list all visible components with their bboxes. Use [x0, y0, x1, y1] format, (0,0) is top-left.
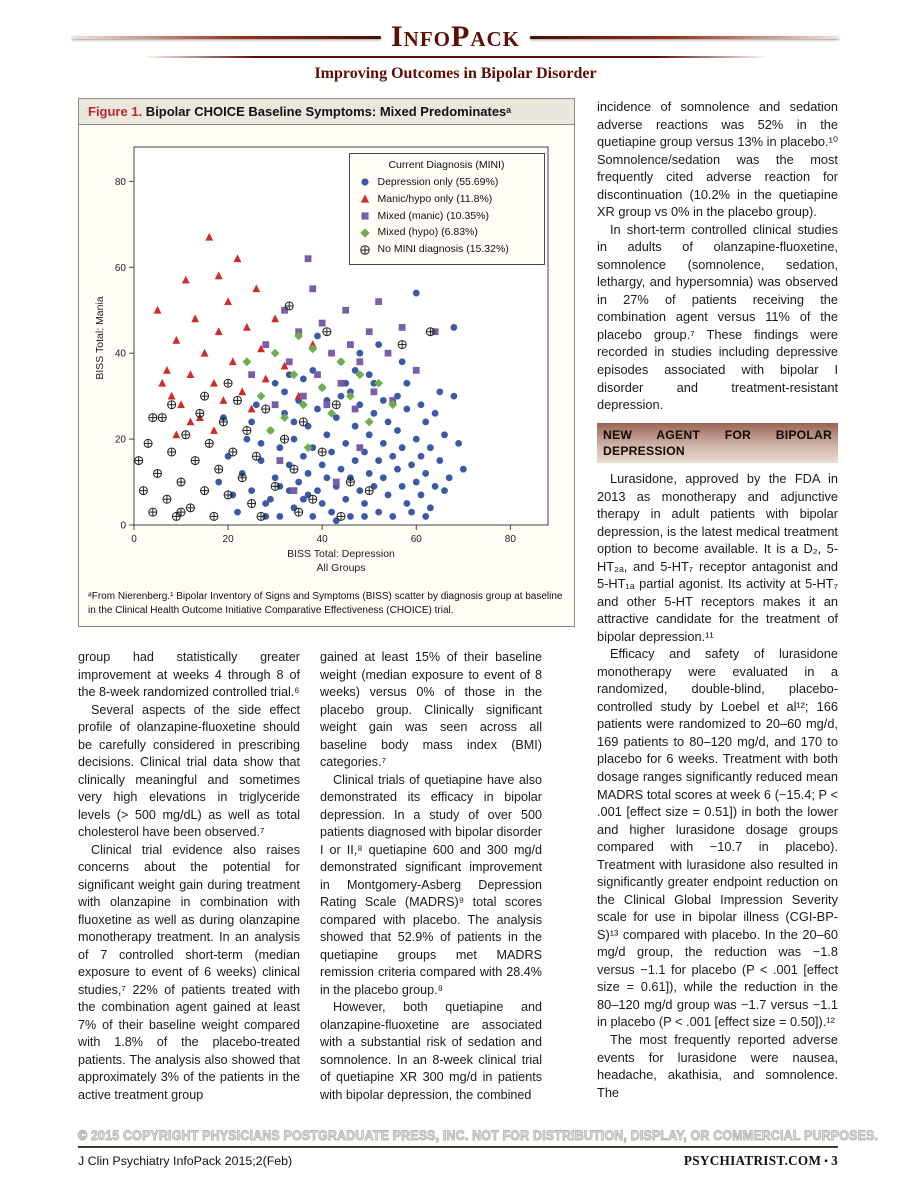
legend-label: Depression only (55.69%) [377, 176, 499, 188]
paragraph: The most frequently reported adverse events for lurasidone were nausea, headache, akathisia, and somnolence. The [597, 1031, 838, 1100]
paragraph: gained at least 15% of their baseline weight (median exposure to event of 8 weeks) versus 0% of those in the placebo group. Clinically significant weight gain was seen across all baseline body mass index (BMI) categories.⁷ [320, 650, 542, 769]
legend-marker-square [358, 210, 372, 222]
paragraph: Clinical trials of quetiapine have also demonstrated its efficacy in bipolar depression. In a study of over 500 patients diagnosed with bipolar disorder I or II,⁸ quetiapine 600 and 300 mg/d demonstrated significant improvement in Montgomery-Asberg Depression Rating Scale (MADRS)⁹ total scores compared with placebo. The analysis showed that 52.9% of patients in the quetiapine groups met MADRS remission criteria compared with 28.4% in the placebo group.⁸ [320, 772, 542, 997]
legend-marker-triangle [358, 193, 372, 205]
footer-row [78, 1146, 838, 1169]
legend-label: Mixed (hypo) (6.83%) [377, 226, 478, 239]
legend-label: Mixed (manic) (10.35%) [377, 209, 489, 222]
svg-text:80: 80 [114, 176, 126, 188]
legend-item [358, 241, 536, 258]
svg-text:0: 0 [130, 534, 137, 545]
x-axis-label-2: All Groups [315, 562, 366, 574]
paragraph: However, both quetiapine and olanzapine-fluoxetine are associated with a substantial risk of sedation and somnolence. In an 8-week clinical trial of quetiapine XR 300 mg/d in patients with bipolar depression, the combined [320, 1000, 542, 1102]
svg-text:20: 20 [114, 434, 126, 446]
column-middle [320, 649, 542, 1104]
paragraph: group had statistically greater improvement at weeks 4 through 8 of the 8-week randomized controlled trial.⁶ [78, 650, 300, 699]
legend-item [358, 191, 536, 208]
page-bullet-icon: ▪ [824, 1156, 829, 1167]
masthead [72, 22, 839, 83]
x-axis-label: BISS Total: Depression [286, 548, 395, 560]
paragraph: Lurasidone, approved by the FDA in 2013 as monotherapy and adjunctive therapy in adult patients with bipolar depression, is the latest medical treatment option to become available. It is a D₂, 5-HT₂ₐ, and 5-HT₇ receptor antagonist and 5-HT₁ₐ partial agonist. Its activity at 5-HT₇ and other 5-HT receptors makes it an attractive candidate for the treatment of bipolar depression.¹¹ [597, 470, 838, 644]
paragraph: Clinical trial evidence also raises concerns about the potential for significant weight gain during treatment with olanzapine in combination with fluoxetine as well as during olanzapine monotherapy treatment. In an analysis of 7 controlled short-term (median exposure to event of 6 weeks) clinical studies,⁷ 22% of patients treated with the combination agent gained at least 7% of their baseline weight compared with 1.8% of the placebo-treated patients. The analysis also showed that approximately 3% of the patients in the active treatment group [78, 842, 300, 1102]
body-columns [78, 649, 542, 1104]
y-axis-label: BISS Total: Mania [93, 296, 106, 380]
svg-text:60: 60 [410, 534, 422, 545]
legend-marker-circle-plus [358, 244, 372, 256]
copyright-notice: © 2015 COPYRIGHT PHYSICIANS POSTGRADUATE PRESS, INC. NOT FOR DISTRIBUTION, DISPLAY, OR COMMERCIAL PURPOSES. [78, 1128, 879, 1143]
site-and-page [684, 1153, 838, 1169]
paragraph: In short-term controlled clinical studies in adults of olanzapine-fluoxetine, somnolence (somnolence, sedation, lethargy, and hypersomnia) was observed in 27% of patients receiving the combination agent versus 11% of the placebo group.⁷ These findings were recorded in studies including depressive episodes associated with bipolar I disorder and treatment-resistant depression. [597, 221, 838, 413]
legend-label: No MINI diagnosis (15.32%) [377, 243, 509, 256]
paragraph: Efficacy and safety of lurasidone monotherapy were evaluated in a randomized, double-blind, placebo-controlled study by Loebel et al¹²; 166 patients were randomized to 20–60 mg/d, 169 patients to 80–120 mg/d, and 170 to placebo for 6 weeks. Treatment with both dosage ranges significantly reduced mean MADRS total scores at week 6 (−15.4; P < .001 [effect size = 0.51]) in both the lower and higher lurasidone dosage groups compared with −10.7 in placebo). Treatment with lurasidone also resulted in significantly greater endpoint reduction on the Clinical Global Impression Severity scale for use in bipolar illness (CGI-BP-S)¹³ compared with placebo. In the 20–60 mg/d group, the reduction was −1.8 versus −1.1 for placebo (P < .001 [effect size = 0.61]), while the reduction in the 80–120 mg/d group was −1.7 versus −1.1 in placebo (P < .001 [effect size = 0.50]).¹² [597, 646, 838, 1030]
svg-text:60: 60 [114, 262, 126, 274]
legend-label: Manic/hypo only (11.8%) [377, 192, 493, 205]
page-content [78, 98, 838, 1104]
svg-text:20: 20 [222, 534, 234, 545]
legend-item [358, 208, 536, 225]
column-left [78, 649, 300, 1104]
infopack-logo: InfoPack [391, 20, 520, 53]
figure-title-text: Bipolar CHOICE Baseline Symptoms: Mixed Predominatesᵃ [142, 104, 512, 119]
page-footer [78, 1128, 879, 1169]
figure-footnote: ᵃFrom Nierenberg.¹ Bipolar Inventory of Signs and Symptoms (BISS) scatter by diagnosis group at baseline in the Clinical Health Outcome Initiative Comparative Effectiveness (CHOICE) trial. [88, 591, 563, 616]
legend-title: Current Diagnosis (MINI) [388, 159, 505, 171]
page-number: 3 [831, 1153, 838, 1168]
paragraph: Several aspects of the side effect profile of olanzapine-fluoxetine should be carefully considered in prescribing decisions. Clinical trial data show that clinically meaningful and sometimes very high elevations in triglyceride levels (> 500 mg/dL) as well as total cholesterol have been observed.⁷ [78, 702, 300, 839]
svg-text:40: 40 [114, 348, 126, 360]
issue-subtitle: Improving Outcomes in Bipolar Disorder [314, 65, 597, 82]
chart-legend [349, 153, 545, 265]
figure-1 [78, 98, 575, 627]
left-zone [78, 98, 575, 1104]
logo-row [72, 22, 839, 52]
masthead-line-right [530, 36, 839, 39]
svg-text:0: 0 [119, 520, 126, 532]
svg-text:80: 80 [504, 534, 516, 545]
section-header-new-agent: NEW AGENT FOR BIPOLAR DEPRESSION [597, 423, 838, 463]
journal-citation: J Clin Psychiatry InfoPack 2015;2(Feb) [78, 1154, 293, 1168]
legend-item [358, 174, 536, 191]
masthead-rule [142, 56, 769, 58]
legend-item [358, 224, 536, 241]
svg-text:40: 40 [316, 534, 328, 545]
chart-area [92, 133, 562, 584]
paragraph: incidence of somnolence and sedation adverse reactions was 52% in the quetiapine group versus 13% in placebo.¹⁰ Somnolence/sedation was the most frequently cited adverse reaction for discontinuation (10.2% in the quetiapine XR group vs 0% in the placebo group). [597, 99, 838, 220]
site-name: PSYCHIATRIST.COM [683, 1153, 822, 1168]
figure-title [79, 99, 574, 125]
legend-marker-diamond [358, 227, 372, 239]
masthead-line-left [72, 36, 381, 39]
figure-label: Figure 1. [88, 104, 143, 119]
legend-marker-circle [358, 176, 372, 188]
column-right [597, 98, 838, 1104]
